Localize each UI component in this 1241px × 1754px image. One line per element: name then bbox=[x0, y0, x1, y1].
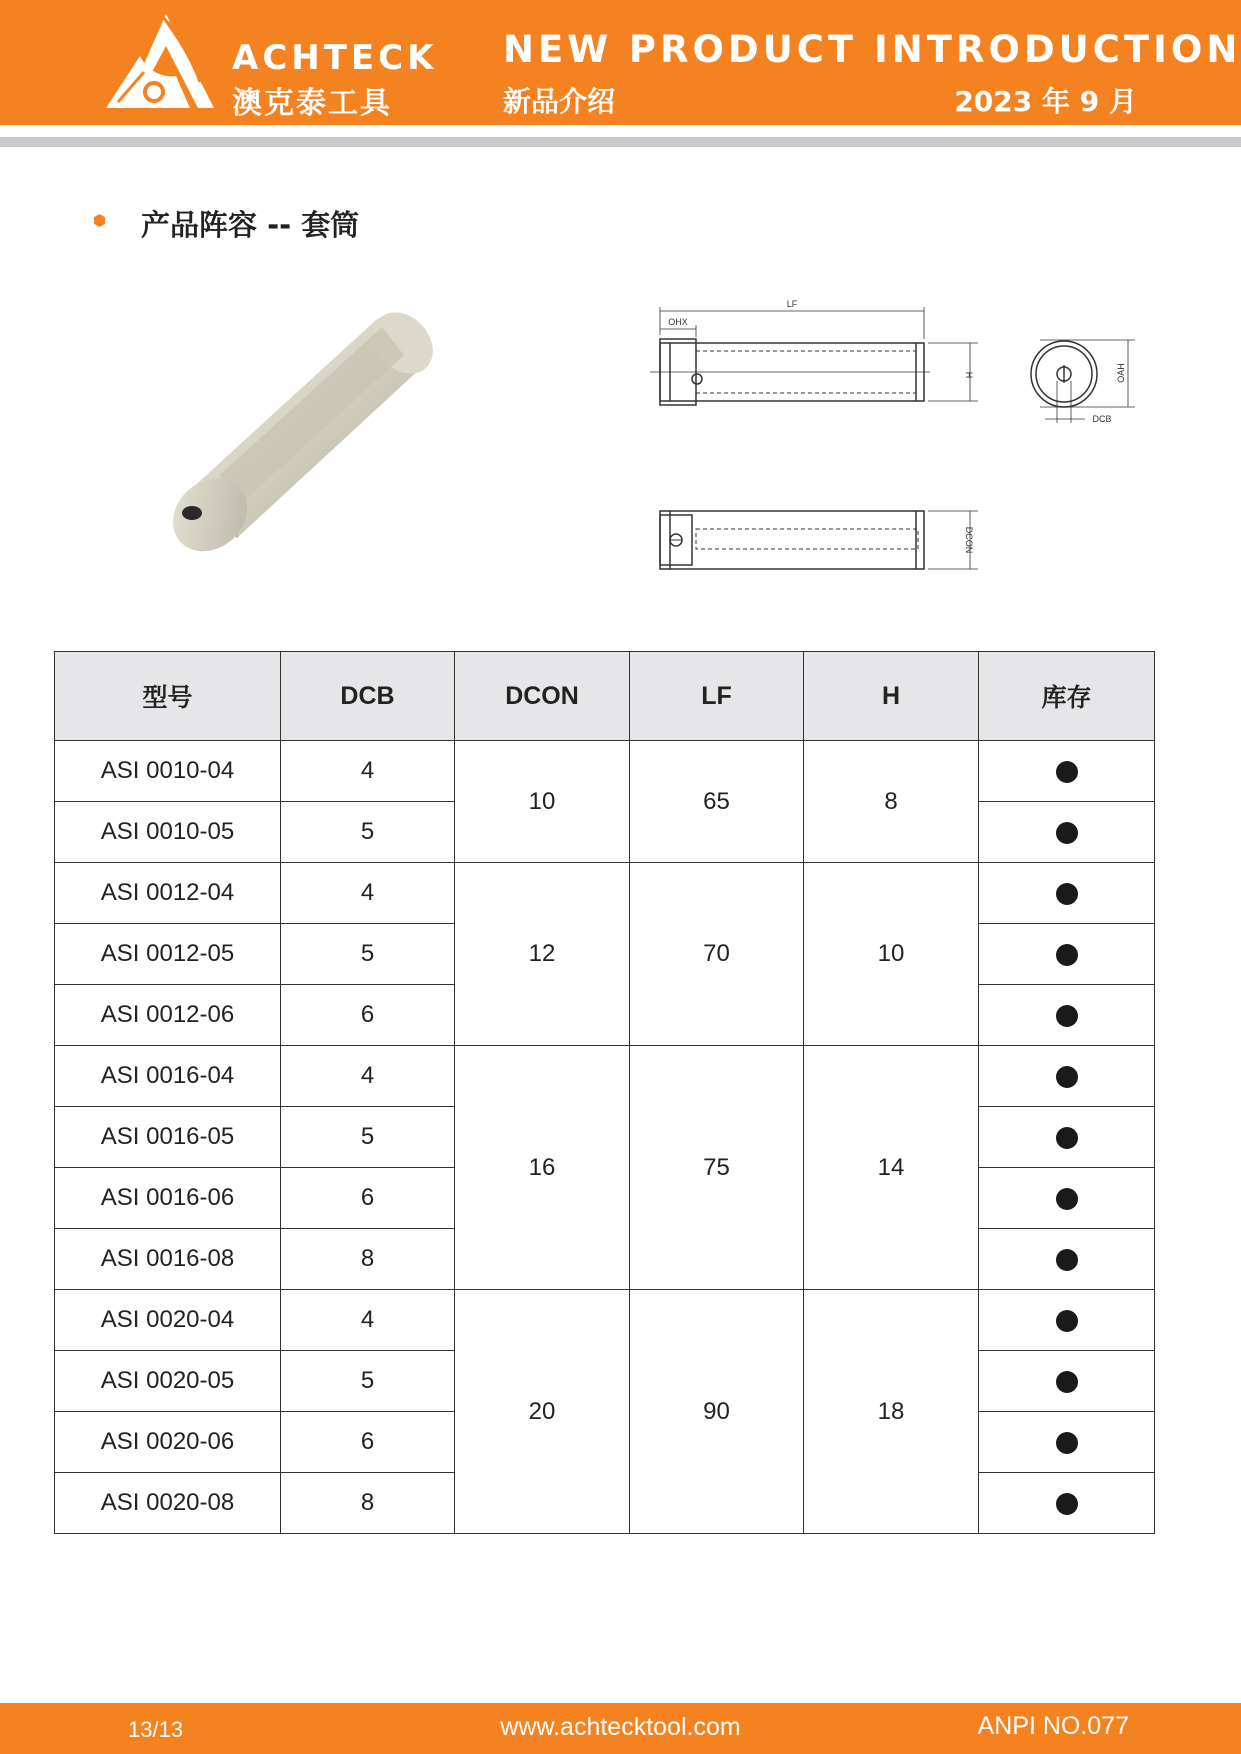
model-cell: ASI 0020-06 bbox=[55, 1412, 281, 1473]
dcb-cell: 6 bbox=[281, 985, 455, 1046]
in-stock-dot-icon bbox=[1056, 1249, 1078, 1271]
dcb-cell: 6 bbox=[281, 1168, 455, 1229]
dcon-cell: 10 bbox=[455, 741, 630, 863]
in-stock-dot-icon bbox=[1056, 883, 1078, 905]
h-cell: 14 bbox=[804, 1046, 979, 1290]
dcb-cell: 4 bbox=[281, 741, 455, 802]
in-stock-dot-icon bbox=[1056, 1005, 1078, 1027]
in-stock-dot-icon bbox=[1056, 1066, 1078, 1088]
header-model: 型号 bbox=[55, 652, 281, 741]
section-title: 产品阵容 -- 套筒 bbox=[141, 208, 360, 242]
stock-cell bbox=[979, 1107, 1155, 1168]
dcb-cell: 5 bbox=[281, 1351, 455, 1412]
drawing-label-dcon: DCON bbox=[964, 526, 974, 554]
stock-cell bbox=[979, 863, 1155, 924]
drawing-label-dcb: DCB bbox=[1092, 414, 1112, 424]
dcon-cell: 16 bbox=[455, 1046, 630, 1290]
model-cell: ASI 0010-05 bbox=[55, 802, 281, 863]
header-h: H bbox=[804, 652, 979, 741]
table-row bbox=[55, 1290, 1155, 1351]
stock-cell bbox=[979, 1046, 1155, 1107]
drawing-label-h: H bbox=[964, 371, 974, 379]
header-stock: 库存 bbox=[979, 652, 1155, 741]
anpi-number: ANPI NO.077 bbox=[977, 1712, 1129, 1740]
drawing-label-oah: OAH bbox=[1116, 363, 1126, 383]
model-cell: ASI 0012-06 bbox=[55, 985, 281, 1046]
model-cell: ASI 0012-05 bbox=[55, 924, 281, 985]
brand-name-en: ACHTECK bbox=[232, 38, 438, 78]
stock-cell bbox=[979, 1290, 1155, 1351]
dcb-cell: 4 bbox=[281, 1290, 455, 1351]
model-cell: ASI 0020-08 bbox=[55, 1473, 281, 1534]
in-stock-dot-icon bbox=[1056, 1127, 1078, 1149]
model-cell: ASI 0010-04 bbox=[55, 741, 281, 802]
page-header bbox=[0, 0, 1241, 125]
stock-cell bbox=[979, 1473, 1155, 1534]
lf-cell: 70 bbox=[630, 863, 804, 1046]
dcb-cell: 5 bbox=[281, 802, 455, 863]
h-cell: 10 bbox=[804, 863, 979, 1046]
hexagon-bullet-icon bbox=[93, 214, 106, 227]
stock-cell bbox=[979, 985, 1155, 1046]
in-stock-dot-icon bbox=[1056, 944, 1078, 966]
issue-date: 2023 年 9 月 bbox=[954, 85, 1137, 118]
page-title: NEW PRODUCT INTRODUCTION bbox=[503, 28, 1241, 71]
dcon-cell: 12 bbox=[455, 863, 630, 1046]
in-stock-dot-icon bbox=[1056, 822, 1078, 844]
lf-cell: 90 bbox=[630, 1290, 804, 1534]
achteck-logo-icon bbox=[104, 12, 216, 112]
dcb-cell: 4 bbox=[281, 1046, 455, 1107]
model-cell: ASI 0016-05 bbox=[55, 1107, 281, 1168]
model-cell: ASI 0016-06 bbox=[55, 1168, 281, 1229]
drawing-label-ohx: OHX bbox=[668, 317, 688, 327]
website-link[interactable]: www.achtecktool.com bbox=[500, 1713, 741, 1741]
stock-cell bbox=[979, 1168, 1155, 1229]
in-stock-dot-icon bbox=[1056, 1493, 1078, 1515]
in-stock-dot-icon bbox=[1056, 1188, 1078, 1210]
header-divider bbox=[0, 137, 1241, 147]
lf-cell: 75 bbox=[630, 1046, 804, 1290]
sleeve-technical-drawing bbox=[640, 295, 1150, 585]
stock-cell bbox=[979, 802, 1155, 863]
dcb-cell: 8 bbox=[281, 1473, 455, 1534]
model-cell: ASI 0020-05 bbox=[55, 1351, 281, 1412]
brand-name-cn: 澳克泰工具 bbox=[232, 86, 392, 121]
table-row bbox=[55, 1046, 1155, 1107]
stock-cell bbox=[979, 741, 1155, 802]
table-row bbox=[55, 863, 1155, 924]
dcb-cell: 4 bbox=[281, 863, 455, 924]
page-number: 13/13 bbox=[128, 1717, 184, 1742]
sleeve-product-photo bbox=[150, 305, 440, 555]
h-cell: 8 bbox=[804, 741, 979, 863]
model-cell: ASI 0016-04 bbox=[55, 1046, 281, 1107]
stock-cell bbox=[979, 924, 1155, 985]
page-subtitle: 新品介绍 bbox=[503, 85, 616, 118]
drawing-label-lf: LF bbox=[786, 299, 798, 309]
model-cell: ASI 0016-08 bbox=[55, 1229, 281, 1290]
h-cell: 18 bbox=[804, 1290, 979, 1534]
dcb-cell: 6 bbox=[281, 1412, 455, 1473]
dcb-cell: 8 bbox=[281, 1229, 455, 1290]
in-stock-dot-icon bbox=[1056, 1371, 1078, 1393]
stock-cell bbox=[979, 1351, 1155, 1412]
in-stock-dot-icon bbox=[1056, 761, 1078, 783]
spec-table bbox=[54, 651, 1155, 1534]
model-cell: ASI 0012-04 bbox=[55, 863, 281, 924]
in-stock-dot-icon bbox=[1056, 1310, 1078, 1332]
model-cell: ASI 0020-04 bbox=[55, 1290, 281, 1351]
dcb-cell: 5 bbox=[281, 924, 455, 985]
header-dcon: DCON bbox=[455, 652, 630, 741]
table-header-row bbox=[55, 652, 1155, 741]
dcon-cell: 20 bbox=[455, 1290, 630, 1534]
page-footer bbox=[0, 1703, 1241, 1754]
dcb-cell: 5 bbox=[281, 1107, 455, 1168]
table-row bbox=[55, 741, 1155, 802]
header-dcb: DCB bbox=[281, 652, 455, 741]
in-stock-dot-icon bbox=[1056, 1432, 1078, 1454]
header-lf: LF bbox=[630, 652, 804, 741]
stock-cell bbox=[979, 1412, 1155, 1473]
stock-cell bbox=[979, 1229, 1155, 1290]
lf-cell: 65 bbox=[630, 741, 804, 863]
